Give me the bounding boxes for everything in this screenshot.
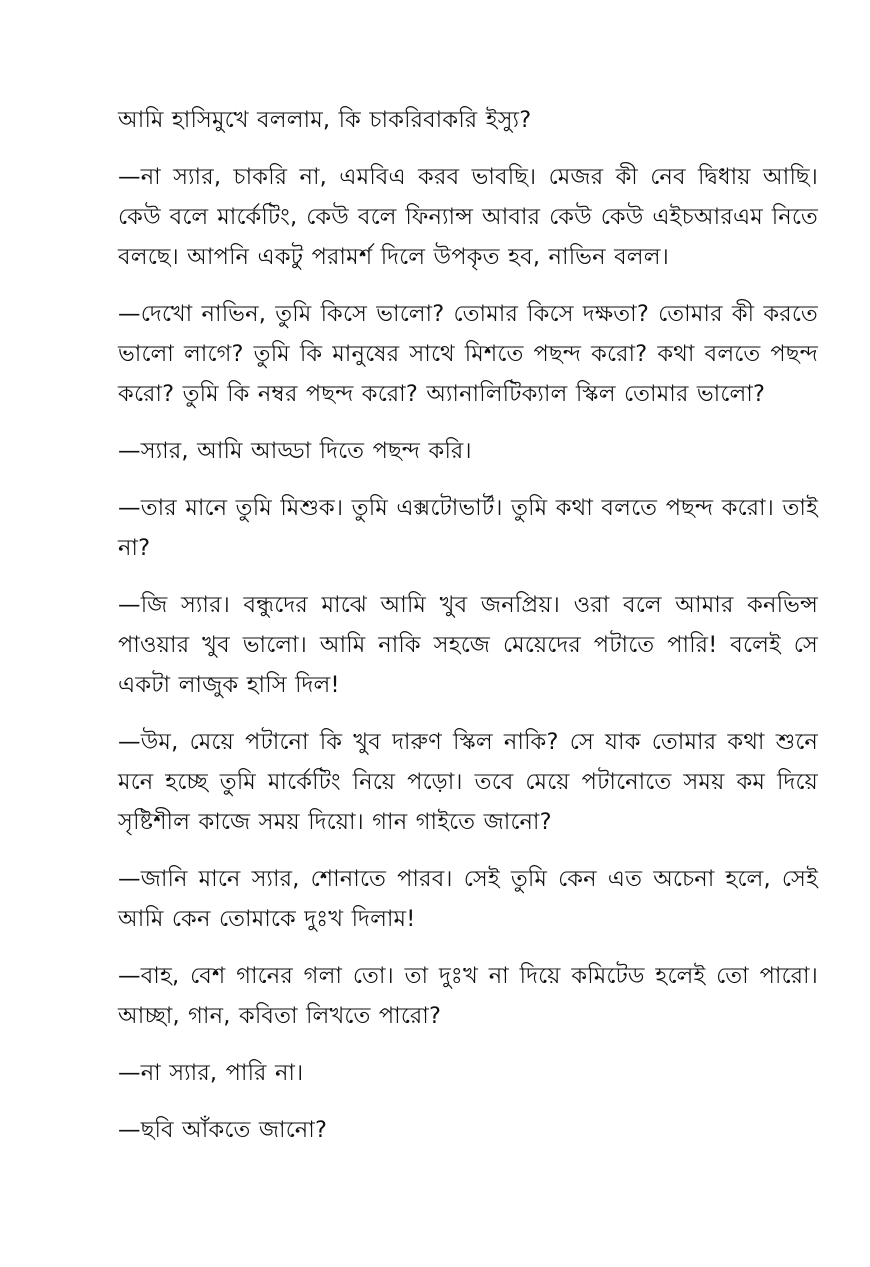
paragraph: —তার মানে তুমি মিশুক। তুমি এক্সটোভার্ট। তুমি কথা বলতে পছন্দ করো। তাই না? xyxy=(118,495,818,561)
paragraph: —স্যার, আমি আড্ডা দিতে পছন্দ করি। xyxy=(118,438,472,464)
paragraph: —জানি মানে স্যার, শোনাতে পারব। সেই তুমি কেন এত অচেনা হলে, সেই আমি কেন তোমাকে দুঃখ দিলাম! xyxy=(118,866,818,932)
paragraph: —উম, মেয়ে পটানো কি খুব দারুণ স্কিল নাকি? সে যাক তোমার কথা শুনে মনে হচ্ছে তুমি মার্কেটিং নিয়ে পড়ো। তবে মেয়ে পটানোতে সময় কম দিয়ে সৃষ্টিশীল কাজে সময় দিয়ো। গান গাইতে জানো? xyxy=(118,729,818,835)
paragraph: —না স্যার, চাকরি না, এমবিএ করব ভাবছি। মেজর কী নেব দ্বিধায় আছি। কেউ বলে মার্কেটিং, কেউ বলে ফিন্যান্স আবার কেউ কেউ এইচআরএম নিতে বলছে। আপনি একটু পরামর্শ দিলে উপকৃত হব, নাভিন বলল। xyxy=(118,164,818,270)
paragraph: —না স্যার, পারি না। xyxy=(118,1060,304,1086)
paragraph: —বাহ, বেশ গানের গলা তো। তা দুঃখ না দিয়ে কমিটেড হলেই তো পারো। আচ্ছা, গান, কবিতা লিখতে পারো? xyxy=(118,963,818,1029)
book-page xyxy=(118,100,818,1167)
paragraph: —ছবি আঁকতে জানো? xyxy=(118,1117,328,1143)
paragraph: —দেখো নাভিন, তুমি কিসে ভালো? তোমার কিসে দক্ষতা? তোমার কী করতে ভালো লাগে? তুমি কি মানুষের সাথে মিশতে পছন্দ করো? কথা বলতে পছন্দ করো? তুমি কি নম্বর পছন্দ করো? অ্যানালিটিক্যাল স্কিল তোমার ভালো? xyxy=(118,301,818,407)
paragraph: —জি স্যার। বন্ধুদের মাঝে আমি খুব জনপ্রিয়। ওরা বলে আমার কনভিন্স পাওয়ার খুব ভালো। আমি নাকি সহজে মেয়েদের পটাতে পারি! বলেই সে একটা লাজুক হাসি দিল! xyxy=(118,592,818,698)
paragraph: আমি হাসিমুখে বললাম, কি চাকরিবাকরি ইস্যু? xyxy=(118,107,532,133)
